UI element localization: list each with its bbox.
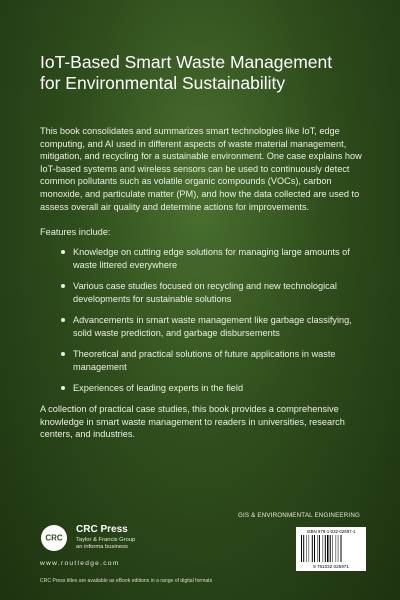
bullet-icon xyxy=(61,318,65,322)
feature-item xyxy=(40,382,360,395)
barcode-bar xyxy=(327,535,329,562)
logo-text: CRC xyxy=(45,533,63,543)
barcode xyxy=(296,527,366,571)
barcode-bar xyxy=(323,535,324,562)
barcode-bar xyxy=(301,535,302,562)
feature-item xyxy=(40,348,360,373)
publisher-website: www.routledge.com xyxy=(40,560,120,567)
feature-text: Knowledge on cutting edge solutions for managing large amounts of waste littered everywhere xyxy=(73,247,350,270)
barcode-bar xyxy=(306,535,307,562)
title-line-2: for Environmental Sustainability xyxy=(40,73,286,93)
intro-paragraph: This book consolidates and summarizes smart technologies like IoT, edge computing, and AI used in different aspects of waste material management, mitigation, and recycling for a sustainable environment. One case explains how IoT-based systems and wireless sensors can be used to continuously detect common pollutants such as volatile organic compounds (VOCs), carbon monoxide, and particulate matter (PM), and how the data collected are used to assess overall air quality and determine actions for improvements. xyxy=(40,126,362,212)
barcode-icon xyxy=(299,535,363,569)
feature-item xyxy=(40,314,360,339)
publisher-group: Taylor & Francis Group xyxy=(76,537,136,543)
isbn-number: ISBN 978-1-032-02597-1 xyxy=(306,529,356,534)
title-line-1: IoT-Based Smart Waste Management xyxy=(40,52,333,72)
feature-text: Experiences of leading experts in the field xyxy=(73,382,244,393)
barcode-bar xyxy=(314,535,315,562)
bullet-icon xyxy=(61,352,65,356)
feature-item xyxy=(40,280,360,305)
features-heading: Features include: xyxy=(40,227,111,237)
bullet-icon xyxy=(61,284,65,288)
crc-press-logo-icon xyxy=(40,524,68,552)
barcode-bar xyxy=(319,535,320,562)
barcode-bar xyxy=(309,535,310,562)
feature-text: Advancements in smart waste management like garbage classifying, solid waste prediction, and garbage disbursements xyxy=(73,314,352,338)
bullet-icon xyxy=(61,250,65,254)
barcode-bar xyxy=(330,535,331,562)
barcode-bar xyxy=(341,535,342,562)
bullet-icon xyxy=(61,386,65,390)
barcode-digits: 9 781032 025971 xyxy=(313,564,349,569)
barcode-bar xyxy=(312,535,313,562)
barcode-bar xyxy=(332,535,333,562)
barcode-bar xyxy=(336,535,337,562)
feature-text: Various case studies focused on recycling and new technological developments for sustainable solutions xyxy=(73,280,337,304)
closing-paragraph: A collection of practical case studies, this book provides a comprehensive knowledge in smart waste management to readers in universities, research centers, and industries. xyxy=(40,404,345,440)
series-label: GIS & ENVIRONMENTAL ENGINEERING xyxy=(237,512,360,519)
feature-text: Theoretical and practical solutions of future applications in waste management xyxy=(73,348,336,372)
ebook-footnote: CRC Press titles are available as eBook editions in a range of digital formats xyxy=(40,578,213,584)
features-list xyxy=(40,246,360,403)
barcode-bar xyxy=(303,535,304,562)
feature-item xyxy=(40,246,360,271)
publisher-tagline: an informa business xyxy=(76,544,128,550)
book-title xyxy=(40,52,370,94)
publisher-name: CRC Press xyxy=(76,524,128,535)
barcode-bar xyxy=(317,535,318,562)
barcode-bar xyxy=(325,535,326,562)
barcode-bar xyxy=(338,535,339,562)
